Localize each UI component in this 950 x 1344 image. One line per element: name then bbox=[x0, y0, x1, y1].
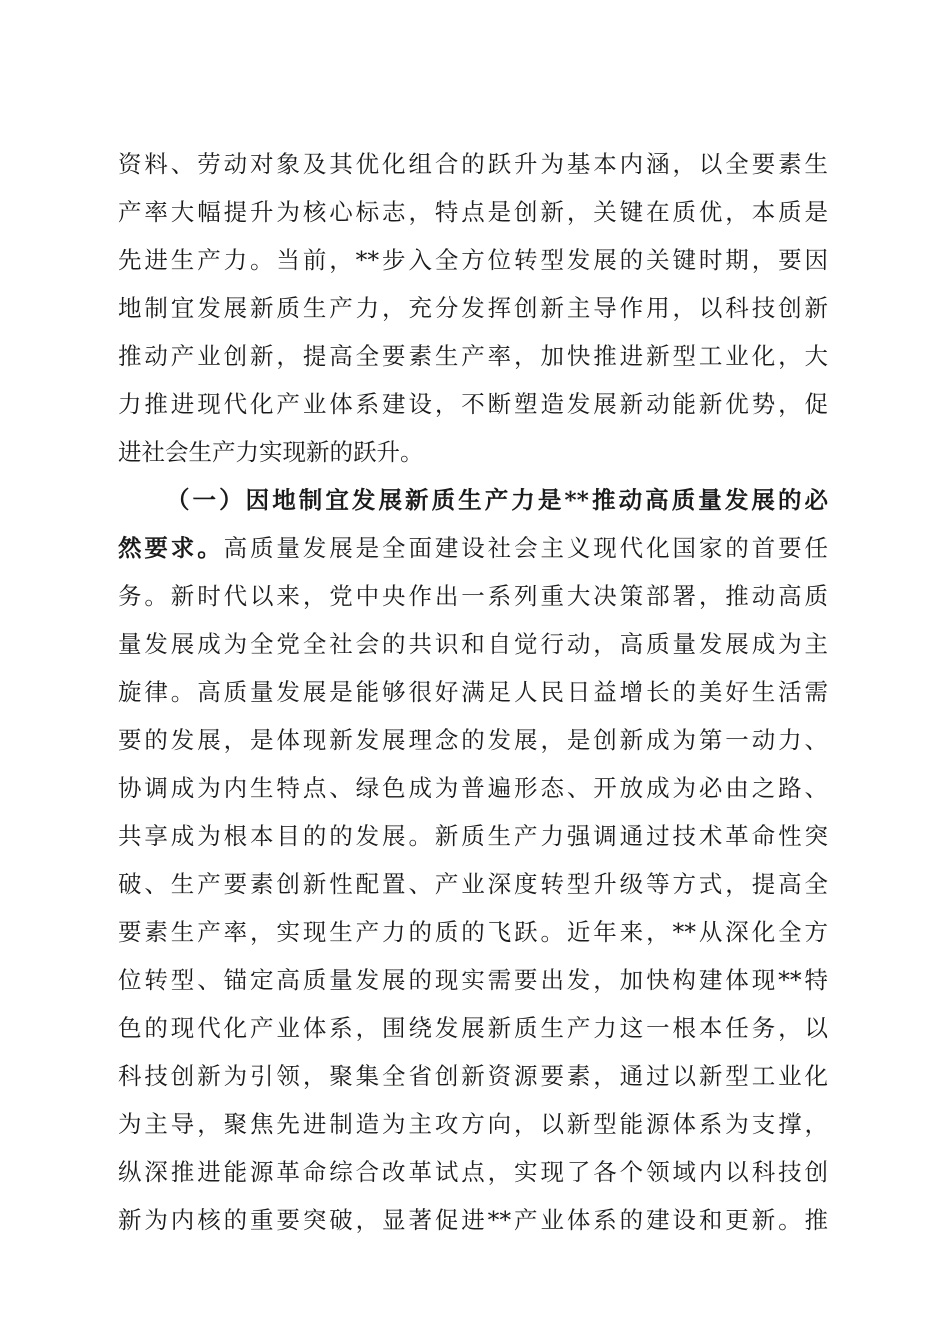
text-span: 高质量发展是全面建设社会主义现代化国家的首要任 bbox=[223, 534, 828, 562]
paragraph-section-1 bbox=[118, 476, 828, 1244]
text-line: 旋律。高质量发展是能够很好满足人民日益增长的美好生活需 bbox=[118, 678, 828, 706]
text-line: 推动产业创新，提高全要素生产率，加快推进新型工业化，大 bbox=[118, 342, 828, 370]
text-line: 力推进现代化产业体系建设，不断塑造发展新动能新优势，促 bbox=[118, 390, 828, 418]
text-line: 务。新时代以来，党中央作出一系列重大决策部署，推动高质 bbox=[118, 582, 828, 610]
text-line: 色的现代化产业体系，围绕发展新质生产力这一根本任务，以 bbox=[118, 1014, 828, 1042]
text-line-mixed bbox=[118, 524, 828, 572]
text-line: 要素生产率，实现生产力的质的飞跃。近年来，**从深化全方 bbox=[118, 918, 828, 946]
text-line: 科技创新为引领，聚集全省创新资源要素，通过以新型工业化 bbox=[118, 1062, 828, 1090]
text-line: 为主导，聚焦先进制造为主攻方向，以新型能源体系为支撑， bbox=[118, 1110, 828, 1138]
text-line: 位转型、锚定高质量发展的现实需要出发，加快构建体现**特 bbox=[118, 966, 828, 994]
section-heading-end: 然要求。 bbox=[118, 534, 224, 562]
text-line: 新为内核的重要突破，显著促进**产业体系的建设和更新。推 bbox=[118, 1206, 828, 1234]
text-line: 协调成为内生特点、绿色成为普遍形态、开放成为必由之路、 bbox=[118, 774, 828, 802]
text-line: 量发展成为全党全社会的共识和自觉行动，高质量发展成为主 bbox=[118, 630, 828, 658]
text-line: 产率大幅提升为核心标志，特点是创新，关键在质优，本质是 bbox=[118, 198, 828, 226]
text-line: 资料、劳动对象及其优化组合的跃升为基本内涵，以全要素生 bbox=[118, 150, 828, 178]
text-line: 要的发展，是体现新发展理念的发展，是创新成为第一动力、 bbox=[118, 726, 828, 754]
text-line: 进社会生产力实现新的跃升。 bbox=[118, 438, 424, 466]
paragraph-intro bbox=[118, 140, 828, 476]
document-body bbox=[118, 140, 828, 1244]
text-line: 先进生产力。当前，**步入全方位转型发展的关键时期，要因 bbox=[118, 246, 828, 274]
text-line: 共享成为根本目的的发展。新质生产力强调通过技术革命性突 bbox=[118, 822, 828, 850]
text-line: 地制宜发展新质生产力，充分发挥创新主导作用，以科技创新 bbox=[118, 294, 828, 322]
text-line: 纵深推进能源革命综合改革试点，实现了各个领域内以科技创 bbox=[118, 1158, 828, 1186]
text-line: 破、生产要素创新性配置、产业深度转型升级等方式，提高全 bbox=[118, 870, 828, 898]
section-heading: （一）因地制宜发展新质生产力是**推动高质量发展的必 bbox=[166, 486, 828, 514]
